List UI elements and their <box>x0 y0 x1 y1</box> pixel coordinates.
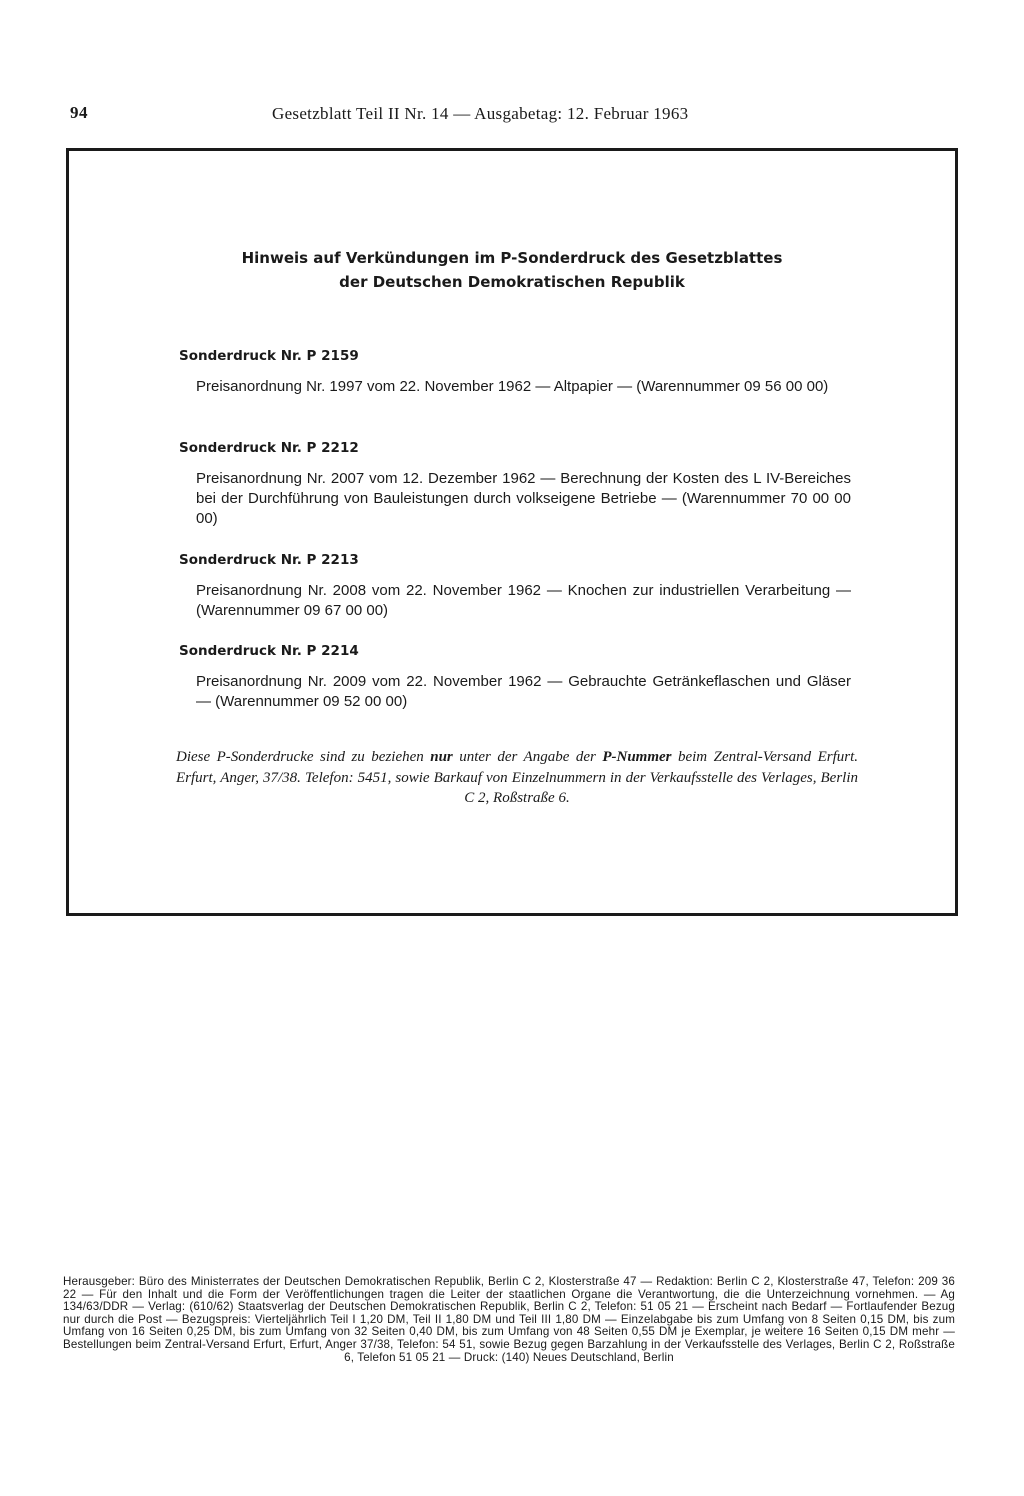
ordering-note-part-2: unter der Angabe der <box>452 749 603 765</box>
sonderdruck-title: Sonderdruck Nr. P 2214 <box>179 643 359 659</box>
sonderdruck-entry <box>179 439 851 529</box>
sonderdruck-description: Preisanordnung Nr. 1997 vom 22. November 1962 — Altpapier — (Warennummer 09 56 00 00) <box>196 378 829 395</box>
ordering-note-part-1: Diese P-Sonderdrucke sind zu beziehen <box>176 749 431 765</box>
sonderdruck-entry <box>179 642 851 712</box>
ordering-note <box>176 747 858 809</box>
ordering-note-part-3: beim Zentral-Versand Erfurt. Erfurt, Anger, 37/38. Telefon: 5451, sowie Barkauf von Einzelnummern in der Verkaufsstelle des Verlages, Berlin C 2, Roßstraße 6. <box>176 749 858 806</box>
sonderdruck-entry <box>179 347 851 397</box>
notice-heading-line-2: der Deutschen Demokratischen Republik <box>339 273 685 291</box>
sonderdruck-title: Sonderdruck Nr. P 2212 <box>179 440 359 456</box>
notice-heading-line-1: Hinweis auf Verkündungen im P-Sonderdruck des Gesetzblattes <box>241 249 783 267</box>
sonderdruck-title: Sonderdruck Nr. P 2213 <box>179 552 359 568</box>
notice-box <box>66 148 958 916</box>
page-number: 94 <box>70 103 88 122</box>
sonderdruck-description: Preisanordnung Nr. 2009 vom 22. November 1962 — Gebrauchte Getränkeflaschen und Gläser — (Warennummer 09 52 00 00) <box>196 673 851 710</box>
ordering-note-emphasis-p-nummer: P-Nummer <box>602 749 672 765</box>
sonderdruck-title: Sonderdruck Nr. P 2159 <box>179 348 359 364</box>
publisher-imprint: Herausgeber: Büro des Ministerrates der Deutschen Demokratischen Republik, Berlin C 2, Klosterstraße 47 — Redaktion: Berlin C 2, Klosterstraße 47, Telefon: 209 36 22 — Für den Inhalt und die Form der Veröffentlichungen tragen die Leiter der staatlichen Organe die Verantwortung, die die Unterzeichnung vornehmen. — Ag 134/63/DDR — Verlag: (610/62) Staatsverlag der Deutschen Demokratischen Republik, Berlin C 2, Telefon: 51 05 21 — Erscheint nach Bedarf — Fortlaufender Bezug nur durch die Post — Bezugspreis: Vierteljährlich Teil I 1,20 DM, Teil II 1,80 DM und Teil III 1,80 DM — Einzelabgabe bis zum Umfang von 8 Seiten 0,15 DM, bis zum Umfang von 16 Seiten 0,25 DM, bis zum Umfang von 32 Seiten 0,40 DM, bis zum Umfang von 48 Seiten 0,55 DM je Exemplar, je weitere 16 Seiten 0,15 DM mehr — Bestellungen beim Zentral-Versand Erfurt, Erfurt, Anger 37/38, Telefon: 54 51, sowie Bezug gegen Barzahlung in der Verkaufsstelle des Verlages, Berlin C 2, Roßstraße 6, Telefon 51 05 21 — Druck: (140) Neues Deutschland, Berlin <box>63 1275 955 1364</box>
sonderdruck-description: Preisanordnung Nr. 2007 vom 12. Dezember 1962 — Berechnung der Kosten des L IV-Bereiches bei der Durchführung von Bauleistungen durch volkseigene Betriebe — (Warennummer 70 00 00 00) <box>196 470 851 527</box>
sonderdruck-description: Preisanordnung Nr. 2008 vom 22. November 1962 — Knochen zur industriellen Verarbeitung — (Warennummer 09 67 00 00) <box>196 582 851 619</box>
sonderdruck-entry <box>179 551 851 621</box>
notice-heading <box>69 246 955 294</box>
ordering-note-emphasis-nur: nur <box>430 749 453 765</box>
running-head: Gesetzblatt Teil II Nr. 14 — Ausgabetag: 12. Februar 1963 <box>272 104 689 123</box>
